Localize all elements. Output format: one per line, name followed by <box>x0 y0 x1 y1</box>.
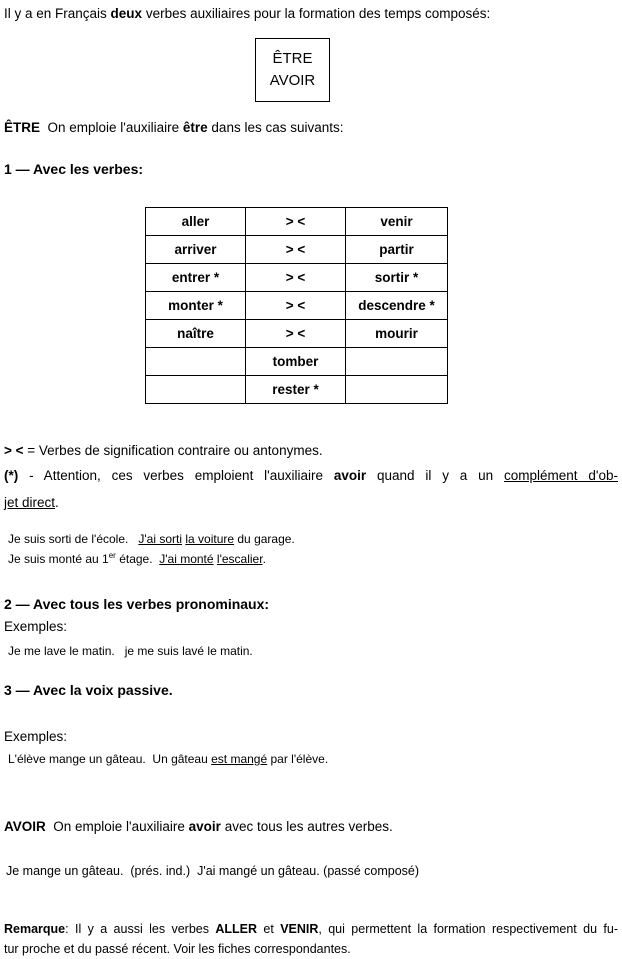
remarque-line-1: Remarque: Il y a aussi les verbes ALLER et VENIR, qui permettent la formation respectivement du fu- <box>4 922 618 936</box>
table-cell <box>146 376 246 404</box>
attention-note <box>4 462 618 516</box>
box-line-etre: ÊTRE <box>272 50 313 67</box>
avoir-usage-line: AVOIR On emploie l'auxiliaire avoir avec tous les autres verbes. <box>4 819 393 834</box>
example-line: Je suis monté au 1er étage. J'ai monté l'escalier. <box>8 551 266 566</box>
etre-usage-line: ÊTRE On emploie l'auxiliaire être dans les cas suivants: <box>4 120 344 135</box>
table-cell: > < <box>246 264 346 292</box>
table-cell: sortir * <box>346 264 448 292</box>
exemples-label-2: Exemples: <box>4 729 68 744</box>
box-line-avoir: AVOIR <box>269 72 316 89</box>
table-cell: descendre * <box>346 292 448 320</box>
section-2-heading: 2 — Avec tous les verbes pronominaux: <box>4 596 270 612</box>
table-row <box>146 236 448 264</box>
table-cell: > < <box>246 236 346 264</box>
table-row <box>146 376 448 404</box>
attention-line-1: (*) - Attention, ces verbes emploient l'auxiliaire avoir quand il y a un complément d'ob- <box>4 468 618 483</box>
table-cell: monter * <box>146 292 246 320</box>
remarque-line-2: tur proche et du passé récent. Voir les fiches correspondantes. <box>4 942 351 956</box>
verbs-table <box>145 207 448 404</box>
table-cell: rester * <box>246 376 346 404</box>
avoir-example: Je mange un gâteau. (prés. ind.) J'ai mangé un gâteau. (passé composé) <box>6 864 420 878</box>
table-cell: mourir <box>346 320 448 348</box>
section-3-heading: 3 — Avec la voix passive. <box>4 682 173 698</box>
table-row <box>146 320 448 348</box>
intro-paragraph: Il y a en Français deux verbes auxiliaires pour la formation des temps composés: <box>4 6 491 21</box>
table-row <box>146 208 448 236</box>
pronominal-example: Je me lave le matin. je me suis lavé le matin. <box>8 644 253 658</box>
table-cell: > < <box>246 292 346 320</box>
antonyms-legend: > < = Verbes de signification contraire ou antonymes. <box>4 443 323 458</box>
example-line: Je suis sorti de l'école. J'ai sorti la voiture du garage. <box>8 532 295 546</box>
examples-sortir-monter <box>8 529 295 569</box>
table-cell <box>346 376 448 404</box>
remarque-paragraph <box>4 919 618 959</box>
table-cell: > < <box>246 320 346 348</box>
table-cell <box>146 348 246 376</box>
attention-line-2: jet direct. <box>4 495 59 510</box>
table-cell <box>346 348 448 376</box>
table-cell: > < <box>246 208 346 236</box>
table-cell: tomber <box>246 348 346 376</box>
table-row <box>146 348 448 376</box>
table-row <box>146 264 448 292</box>
table-cell: aller <box>146 208 246 236</box>
table-cell: entrer * <box>146 264 246 292</box>
table-cell: venir <box>346 208 448 236</box>
table-row <box>146 292 448 320</box>
passive-example: L'élève mange un gâteau. Un gâteau est mangé par l'élève. <box>8 752 329 766</box>
table-cell: arriver <box>146 236 246 264</box>
etre-avoir-box <box>255 38 330 102</box>
table-cell: naître <box>146 320 246 348</box>
exemples-label-1: Exemples: <box>4 619 68 634</box>
section-1-heading: 1 — Avec les verbes: <box>4 161 144 177</box>
table-cell: partir <box>346 236 448 264</box>
